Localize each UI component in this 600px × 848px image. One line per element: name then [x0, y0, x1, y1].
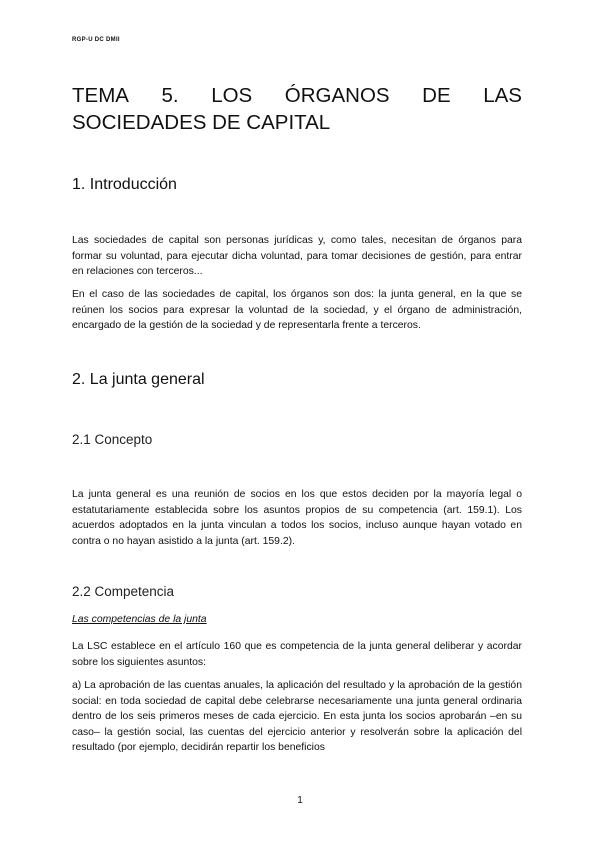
intro-paragraph-1: Las sociedades de capital son personas jurídicas y, como tales, necesitan de órganos para formar su voluntad, para ejecutar dicha voluntad, para tomar decisiones de gestión, para entrar en relaciones con terceros...	[72, 235, 522, 277]
section-heading-junta-general: 2. La junta general	[72, 371, 205, 388]
subsection-heading-competencia: 2.2 Competencia	[72, 584, 175, 599]
title-line-1	[72, 82, 522, 109]
competencia-paragraph-2: a) La aprobación de las cuentas anuales, la aplicación del resultado y la aprobación de la gestión social: en toda sociedad de capital debe celebrarse necesariamente una junta general ordinaria dentro de los seis primeros meses de cada ejercicio. En esta junta los socios aprobarán –en su caso– la gestión social, las cuentas del ejercicio anterior y resolverán sobre la aplicación del resultado (por ejemplo, decidirán repartir los beneficios	[72, 680, 522, 753]
document-title	[72, 82, 522, 136]
concepto-paragraph: La junta general es una reunión de socios en los que estos deciden por la mayoría legal o estatutariamente establecida sobre los asuntos propios de su competencia (art. 159.1). Los acuerdos adoptados en la junta vinculan a todos los socios, incluso aunque hayan votado en contra o no hayan asistido a la junta (art. 159.2).	[72, 489, 522, 547]
title-word: LAS	[483, 84, 522, 107]
title-line-2: SOCIEDADES DE CAPITAL	[72, 111, 331, 134]
title-word: DE	[422, 84, 451, 107]
section-heading-introduccion: 1. Introducción	[72, 176, 177, 193]
intro-paragraph-2: En el caso de las sociedades de capital, los órganos son dos: la junta general, en la que se reúnen los socios para expresar la voluntad de la sociedad, y el órgano de administración, encargado de la gestión de la sociedad y de representarla frente a terceros.	[72, 289, 522, 331]
title-word: TEMA	[72, 84, 129, 107]
competencia-paragraph-1: La LSC establece en el artículo 160 que es competencia de la junta general deliberar y acordar sobre los siguientes asuntos:	[72, 641, 522, 668]
title-word: ÓRGANOS	[284, 84, 390, 107]
subsection-heading-concepto: 2.1 Concepto	[72, 432, 153, 447]
header-tag: RGP-U DC DMII	[72, 37, 120, 43]
title-word: 5.	[161, 84, 179, 107]
page-number: 1	[297, 795, 303, 806]
title-word: LOS	[211, 84, 253, 107]
competencias-subheading: Las competencias de la junta	[72, 614, 207, 625]
